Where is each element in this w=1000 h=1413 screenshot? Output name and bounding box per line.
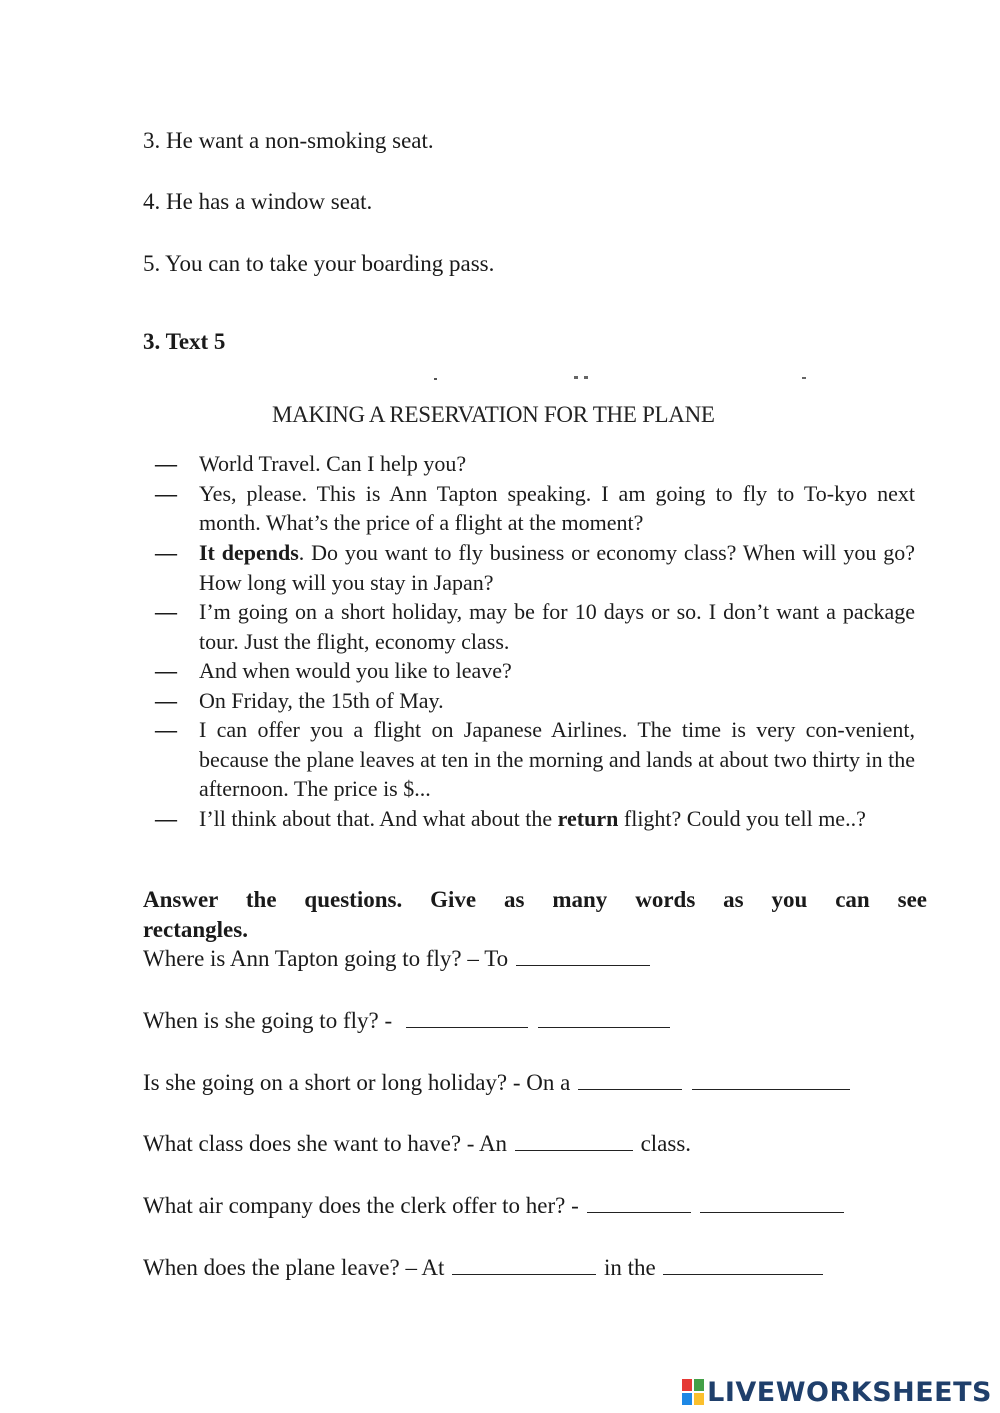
dialogue-text [199,538,915,597]
liveworksheets-logo[interactable] [682,1377,992,1407]
question-5 [143,1193,846,1219]
question-4 [143,1131,691,1157]
section-heading: 3. Text 5 [143,329,226,354]
question-text: Is she going on a short or long holiday? - On a [143,1070,571,1095]
question-middle: in the [603,1255,656,1280]
instructions-line-2: rectangles. [143,917,248,942]
exercise-item-3: 3. He want a non-smoking seat. [143,128,434,153]
answer-blank[interactable] [700,1194,844,1213]
question-1 [143,946,652,972]
question-text: When does the plane leave? – At [143,1255,445,1280]
question-6 [143,1255,825,1281]
dialogue-text: On Friday, the 15th of May. [199,688,444,713]
exercise-item-5: 5. You can to take your boarding pass. [143,251,495,276]
dialogue [155,449,915,869]
question-text: What class does she want to have? - An [143,1131,508,1156]
scan-artifact [432,374,812,384]
instructions [143,885,927,945]
dash: — [155,658,177,683]
answer-blank[interactable] [516,947,650,966]
dialogue-text: I can offer you a flight on Japanese Airlines. The time is very con-venient, because the plane leaves at ten in the morning and lands at about two thirty in the afternoon. The price is $... [199,717,916,801]
question-3 [143,1070,852,1096]
question-text: What air company does the clerk offer to her? - [143,1193,579,1218]
instructions-line-1: Answer the questions. Give as many words as you can see [143,887,927,912]
dash: — [155,599,177,624]
answer-blank[interactable] [406,1009,528,1028]
bold-phrase: It depends [199,540,299,565]
dash: — [155,688,177,713]
dialogue-text [199,804,915,834]
question-suffix: class. [640,1131,692,1156]
dash: — [155,451,177,476]
answer-blank[interactable] [692,1071,850,1090]
dialogue-text-start: I’ll think about that. And what about the [199,806,558,831]
dash: — [155,806,177,831]
bold-word: return [557,806,619,831]
dialogue-text-rest: . Do you want to fly business or economy class? When will you go? How long will you stay in Japan? [199,540,915,595]
answer-blank[interactable] [452,1256,596,1275]
text-title: MAKING A RESERVATION FOR THE PLANE [272,402,715,427]
logo-mark-icon [682,1379,704,1405]
dialogue-text-rest: flight? Could you tell me..? [618,806,866,831]
dash: — [155,717,177,742]
logo-text: LIVEWORKSHEETS [707,1376,992,1408]
answer-blank[interactable] [663,1256,823,1275]
question-text: Where is Ann Tapton going to fly? – To [143,946,509,971]
question-2 [143,1008,672,1034]
dash: — [155,540,177,565]
answer-blank[interactable] [538,1009,670,1028]
dialogue-text: Yes, please. This is Ann Tapton speaking. I am going to fly to To-kyo next month. What’s the price of a flight at the moment? [199,480,915,535]
exercise-item-4: 4. He has a window seat. [143,189,373,214]
answer-blank[interactable] [515,1132,633,1151]
answer-blank[interactable] [587,1194,691,1213]
dash: — [155,480,177,506]
question-text: When is she going to fly? - [143,1008,393,1033]
answer-blank[interactable] [578,1071,682,1090]
dialogue-text: And when would you like to leave? [199,658,512,683]
dialogue-text: I’m going on a short holiday, may be for 10 days or so. I don’t want a package tour. Just the flight, economy class. [199,599,915,654]
dialogue-text: World Travel. Can I help you? [199,451,467,476]
